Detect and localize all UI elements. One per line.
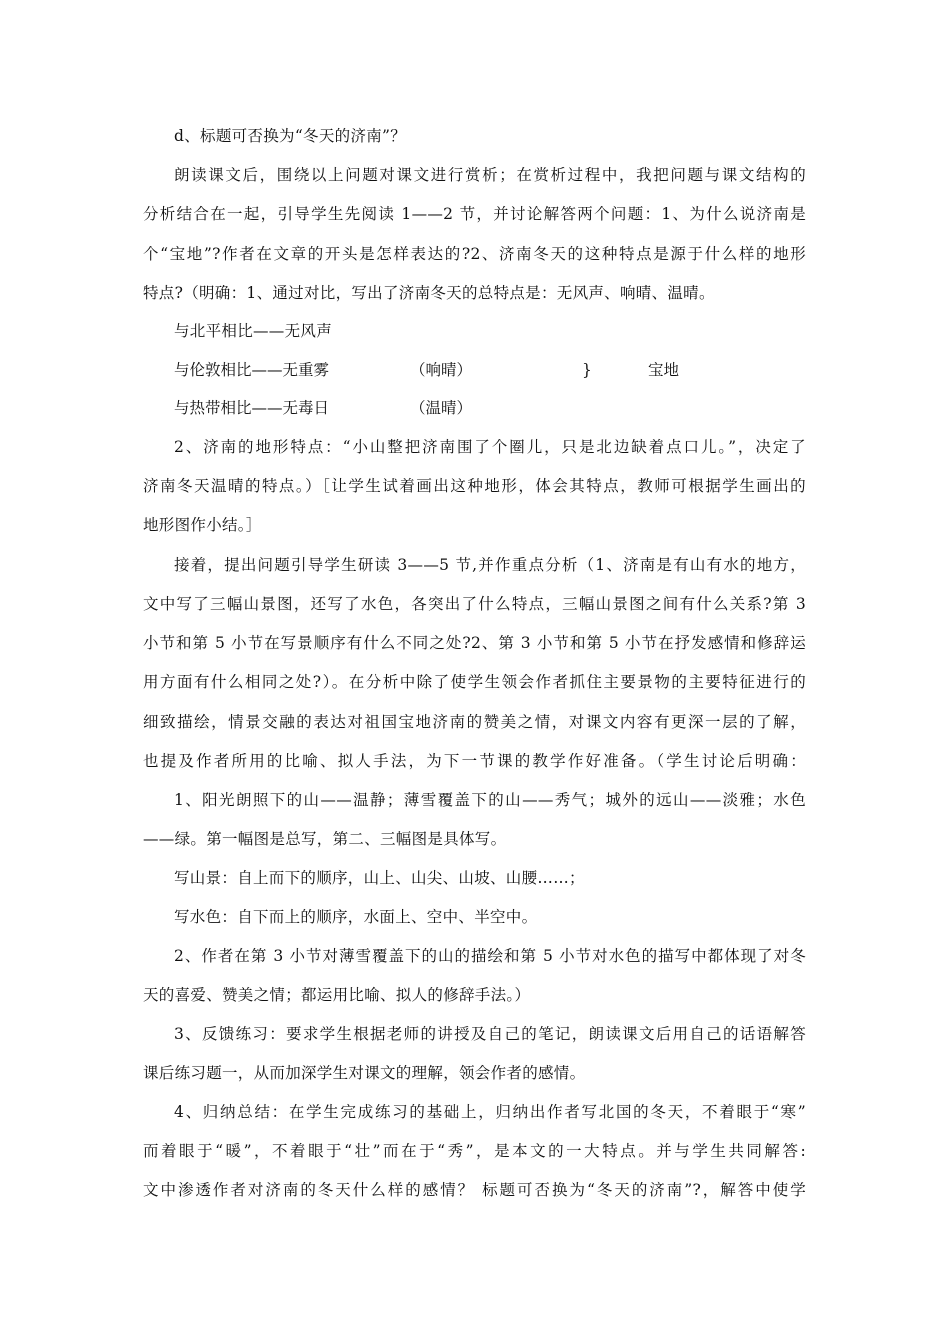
paragraph-line: 分析结合在一起，引导学生先阅读 1——2 节，并讨论解答两个问题：1、为什么说济南是 bbox=[143, 205, 806, 223]
paragraph-line: 4、归纳总结：在学生完成练习的基础上，归纳出作者写北国的冬天，不着眼于“寒” bbox=[174, 1103, 806, 1121]
paragraph-line: 2、济南的地形特点：“小山整把济南围了个圈儿，只是北边缺着点口儿。”，决定了 bbox=[174, 438, 806, 456]
paragraph-line: 3、反馈练习：要求学生根据老师的讲授及自己的笔记，朗读课文后用自己的话语解答 bbox=[174, 1025, 806, 1043]
paragraph-line: ——绿。第一幅图是总写，第二、三幅图是具体写。 bbox=[143, 830, 507, 848]
paragraph-line: 小节和第 5 小节在写景顺序有什么不同之处?2、第 3 小节和第 5 小节在抒发感情和修辞运 bbox=[143, 634, 806, 652]
paragraph-line: 朗读课文后，围绕以上问题对课文进行赏析；在赏析过程中，我把问题与课文结构的 bbox=[174, 166, 806, 184]
comparison-line: 与伦敦相比——无重雾 bbox=[174, 361, 330, 379]
paragraph-line: 也提及作者所用的比喻、拟人手法，为下一节课的教学作好准备。（学生讨论后明确： bbox=[143, 752, 806, 770]
paragraph-line: 而着眼于“暖”，不着眼于“壮”而在于“秀”，是本文的一大特点。并与学生共同解答: bbox=[143, 1142, 806, 1160]
paragraph-line: 用方面有什么相同之处?）。在分析中除了使学生领会作者抓住主要景物的主要特征进行的 bbox=[143, 673, 807, 691]
paragraph-line: 地形图作小结。］ bbox=[143, 516, 262, 534]
paragraph-line: 细致描绘，情景交融的表达对祖国宝地济南的赞美之情，对课文内容有更深一层的了解， bbox=[143, 713, 806, 731]
brace-mark: } bbox=[582, 361, 592, 379]
paragraph-line: 1、阳光朗照下的山——温静；薄雪覆盖下的山——秀气；城外的远山——淡雅；水色 bbox=[174, 791, 806, 809]
paragraph-line: 特点?（明确：1、通过对比，写出了济南冬天的总特点是：无风声、响晴、温晴。 bbox=[143, 284, 715, 302]
comparison-line: 与北平相比——无风声 bbox=[174, 322, 333, 340]
paragraph-line: 文中写了三幅山景图，还写了水色，各突出了什么特点，三幅山景图之间有什么关系?第 3 bbox=[143, 595, 806, 613]
comparison-summary: 宝地 bbox=[648, 361, 680, 379]
paragraph-line: 济南冬天温晴的特点。）［让学生试着画出这种地形，体会其特点，教师可根据学生画出的 bbox=[143, 477, 806, 495]
comparison-line: 与热带相比——无毒日 bbox=[174, 399, 330, 417]
paragraph-line: 接着，提出问题引导学生研读 3——5 节,并作重点分析（1、济南是有山有水的地方， bbox=[174, 556, 806, 574]
paragraph-line: 2、作者在第 3 小节对薄雪覆盖下的山的描绘和第 5 小节对水色的描写中都体现了对冬 bbox=[174, 947, 806, 965]
paragraph-line: 写水色：自下而上的顺序，水面上、空中、半空中。 bbox=[174, 908, 538, 926]
paragraph-line: d、标题可否换为“冬天的济南”？ bbox=[174, 127, 407, 145]
comparison-result: （温晴） bbox=[410, 399, 473, 417]
comparison-result: （响晴） bbox=[410, 361, 473, 379]
paragraph-line: 写山景：自上而下的顺序，山上、山尖、山坡、山腰……； bbox=[174, 869, 585, 887]
paragraph-line: 个“宝地”?作者在文章的开头是怎样表达的?2、济南冬天的这种特点是源于什么样的地形 bbox=[143, 245, 806, 263]
paragraph-line: 文中渗透作者对济南的冬天什么样的感情？ 标题可否换为“冬天的济南”?，解答中使学 bbox=[143, 1181, 806, 1199]
paragraph-line: 天的喜爱、赞美之情；都运用比喻、拟人的修辞手法。） bbox=[143, 986, 531, 1004]
paragraph-line: 课后练习题一，从而加深学生对课文的理解，领会作者的感情。 bbox=[143, 1064, 586, 1082]
